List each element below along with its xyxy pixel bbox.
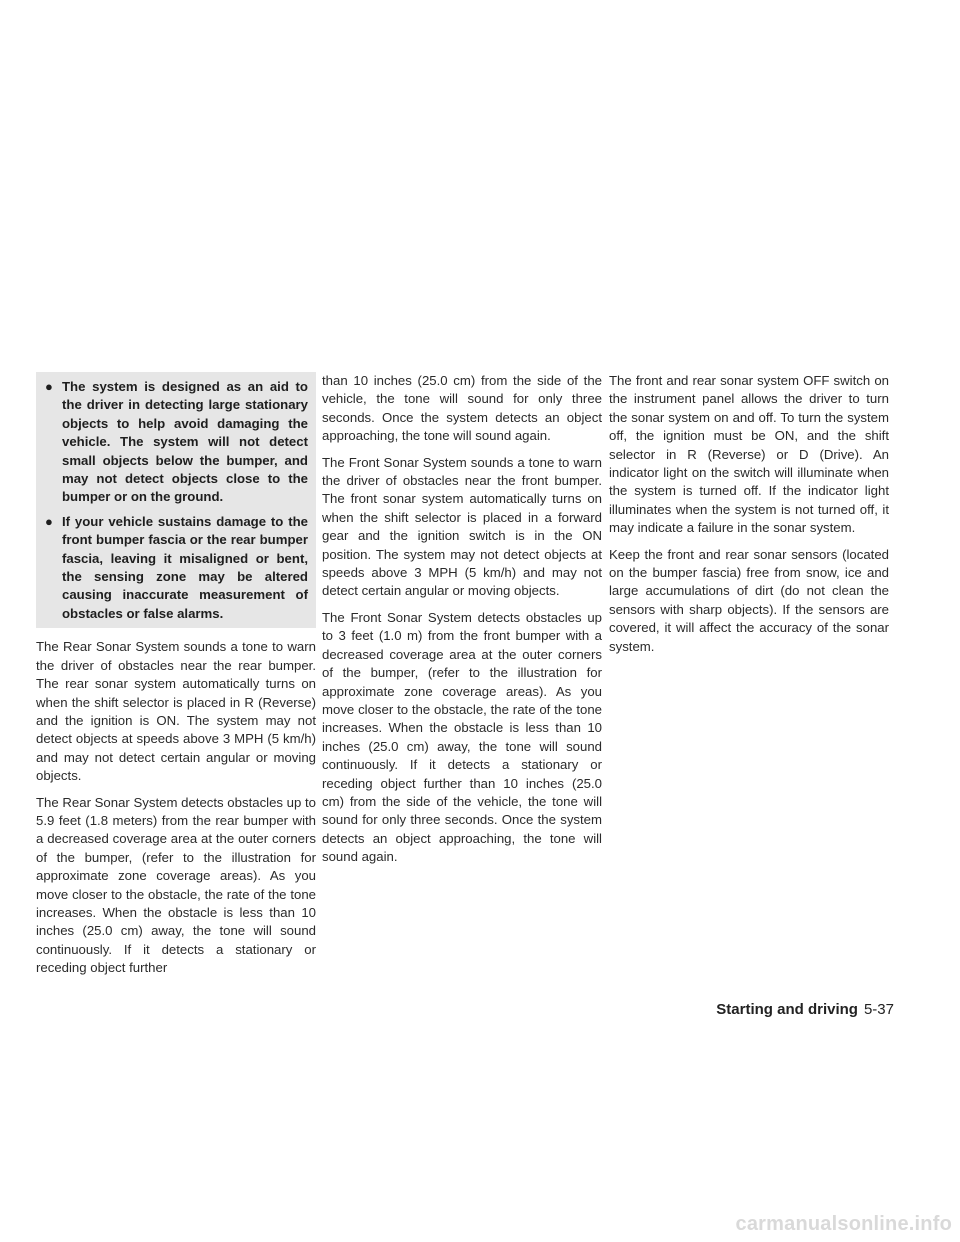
warning-item	[36, 378, 308, 507]
paragraph: The Front Sonar System detects obstacles up to 3 feet (1.0 m) from the front bumper with a decreased coverage area at the outer corners of the bumper, (refer to the illustration for approximate zone coverage areas). As you move closer to the obstacle, the rate of the tone increases. When the obstacle is less than 10 inches (25.0 cm) away, the tone will sound continuously. If it detects a stationary or receding object further than 10 inches (25.0 cm) from the side of the vehicle, the tone will sound for only three seconds. Once the system detects an object approaching, the tone will sound again.	[322, 609, 602, 865]
paragraph: Keep the front and rear sonar sensors (located on the bumper fascia) free from snow, ice and large accumulations of dirt (do not clean the sensors with sharp objects). If the sensors are covered, it will affect the accuracy of the sonar system.	[609, 546, 889, 654]
warning-text: If your vehicle sustains damage to the front bumper fascia or the rear bumper fascia, leaving it misaligned or bent, the sensing zone may be altered causing inaccurate measurement of obstacles or false alarms.	[62, 513, 308, 621]
paragraph: The Rear Sonar System detects obstacles up to 5.9 feet (1.8 meters) from the rear bumper with a decreased coverage area at the outer corners of the bumper, (refer to the illustration for approximate zone coverage areas). As you move closer to the obstacle, the rate of the tone increases. When the obstacle is less than 10 inches (25.0 cm) away, the tone will sound continuously. If it detects a stationary or receding object further	[36, 794, 317, 976]
paragraph: The Front Sonar System sounds a tone to warn the driver of obstacles near the front bumper. The front sonar system automatically turns on when the shift selector is placed in a forward gear and the ignition switch is in the ON position. The system may not detect objects at speeds above 3 MPH (5 km/h) and may not detect certain angular or moving objects.	[322, 454, 602, 599]
text-column-3	[609, 372, 889, 664]
paragraph: The Rear Sonar System sounds a tone to warn the driver of obstacles near the rear bumper. The rear sonar system automatically turns on when the shift selector is placed in R (Reverse) and the ignition is ON. The system may not detect objects at speeds above 3 MPH (5 km/h) and may not detect certain angular or moving objects.	[36, 639, 316, 784]
paragraph: The front and rear sonar system OFF switch on the instrument panel allows the driver to turn the sonar system on and off. To turn the system off, the ignition must be ON, and the shift selector in R (Reverse) or D (Drive). An indicator light on the switch will illuminate when the system is turned off. If the indicator light illuminates when the system is not turned off, it may indicate a failure in the sonar system.	[609, 373, 889, 536]
page-footer	[716, 1001, 894, 1018]
bullet-icon: ●	[45, 379, 53, 394]
section-name: Starting and driving	[716, 1001, 858, 1018]
warning-text: The system is designed as an aid to the driver in detecting large stationary objects to help avoid damaging the vehicle. The system will not detect small objects below the bumper, and may not detect objects close to the bumper or on the ground.	[62, 379, 308, 505]
text-column-2	[322, 372, 602, 875]
text-column-1	[36, 372, 316, 986]
warning-box	[36, 372, 316, 628]
bullet-icon: ●	[45, 513, 53, 529]
watermark-text: carmanualsonline.info	[735, 1213, 952, 1235]
warning-item	[36, 513, 308, 623]
page-number: 5-37	[863, 1001, 894, 1018]
paragraph: than 10 inches (25.0 cm) from the side of the vehicle, the tone will sound for only three seconds. Once the system detects an object approaching, the tone will sound again.	[322, 373, 602, 444]
